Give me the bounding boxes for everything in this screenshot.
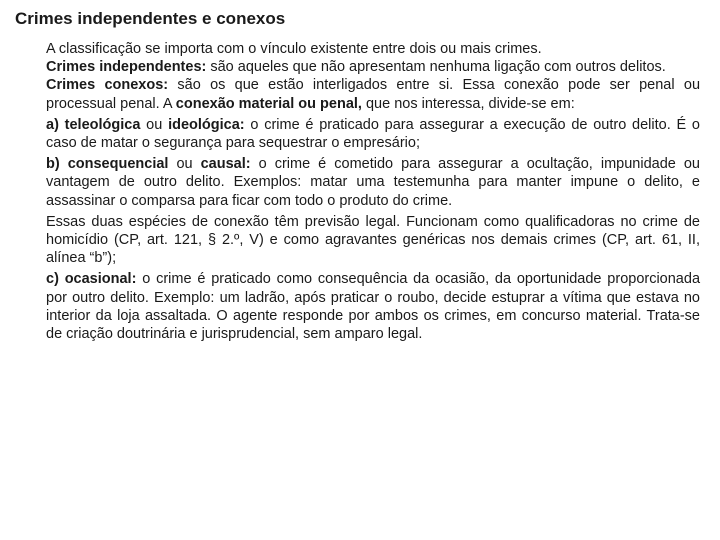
paragraph-intro xyxy=(46,40,700,58)
page-title: Crimes independentes e conexos xyxy=(15,9,286,28)
text-previsao-legal: Essas duas espécies de conexão têm previsão legal. Funcionam como qualificadoras no crime de homicídio (CP, art. 121, § 2.º, V) e como agravantes genéricas nos demais crimes (CP, art. 61, II, alínea “b”); xyxy=(46,213,700,267)
term-consequencial: b) consequencial xyxy=(46,156,169,173)
term-teleologica: a) teleológica xyxy=(46,116,141,133)
paragraph-independentes xyxy=(46,58,700,76)
term-ocasional: c) ocasional: xyxy=(46,271,137,288)
connector-ou-a: ou xyxy=(140,116,169,133)
paragraph-ocasional xyxy=(46,270,700,343)
content-body xyxy=(46,40,700,343)
text-conexos-1: são os que estão interligados entre si. Essa conexão pode ser penal ou processual penal. A xyxy=(46,77,701,112)
text-teleologica: o crime é praticado para assegurar a execução de outro delito. É o caso de matar o segurança para sequestrar o empresário; xyxy=(46,116,700,152)
term-ideologica: ideológica: xyxy=(168,116,245,133)
paragraph-previsao-legal xyxy=(46,213,700,268)
paragraph-conexos xyxy=(46,76,700,112)
term-causal: causal: xyxy=(200,156,251,173)
paragraph-teleologica xyxy=(46,116,700,152)
text-consequencial: o crime é cometido para assegurar a ocultação, impunidade ou vantagem de outro delito. Exemplos: matar uma testemunha para manter impune o delito, e assassinar o comparsa para ficar com todo o produto do crime. xyxy=(46,156,700,209)
text-independentes: são aqueles que não apresentam nenhuma ligação com outros delitos. xyxy=(206,59,666,76)
text-ocasional: o crime é praticado como consequência da ocasião, da oportunidade proporcionada por outro delito. Exemplo: um ladrão, após praticar o roubo, decide estuprar a vítima que estava no interior da loja assaltada. O agente responde por ambos os crimes, em concurso material. Trata-se de criação doutrinária e jurisprudencial, sem amparo legal. xyxy=(46,271,701,343)
term-conexos: Crimes conexos: xyxy=(46,77,169,94)
term-independentes: Crimes independentes: xyxy=(46,59,207,76)
text-conexos-2: que nos interessa, divide-se em: xyxy=(361,95,575,112)
term-conexao-material: conexão material ou penal, xyxy=(175,95,362,112)
connector-ou-b: ou xyxy=(168,156,201,173)
paragraph-consequencial xyxy=(46,155,700,210)
intro-text: A classificação se importa com o vínculo existente entre dois ou mais crimes. xyxy=(46,41,542,57)
